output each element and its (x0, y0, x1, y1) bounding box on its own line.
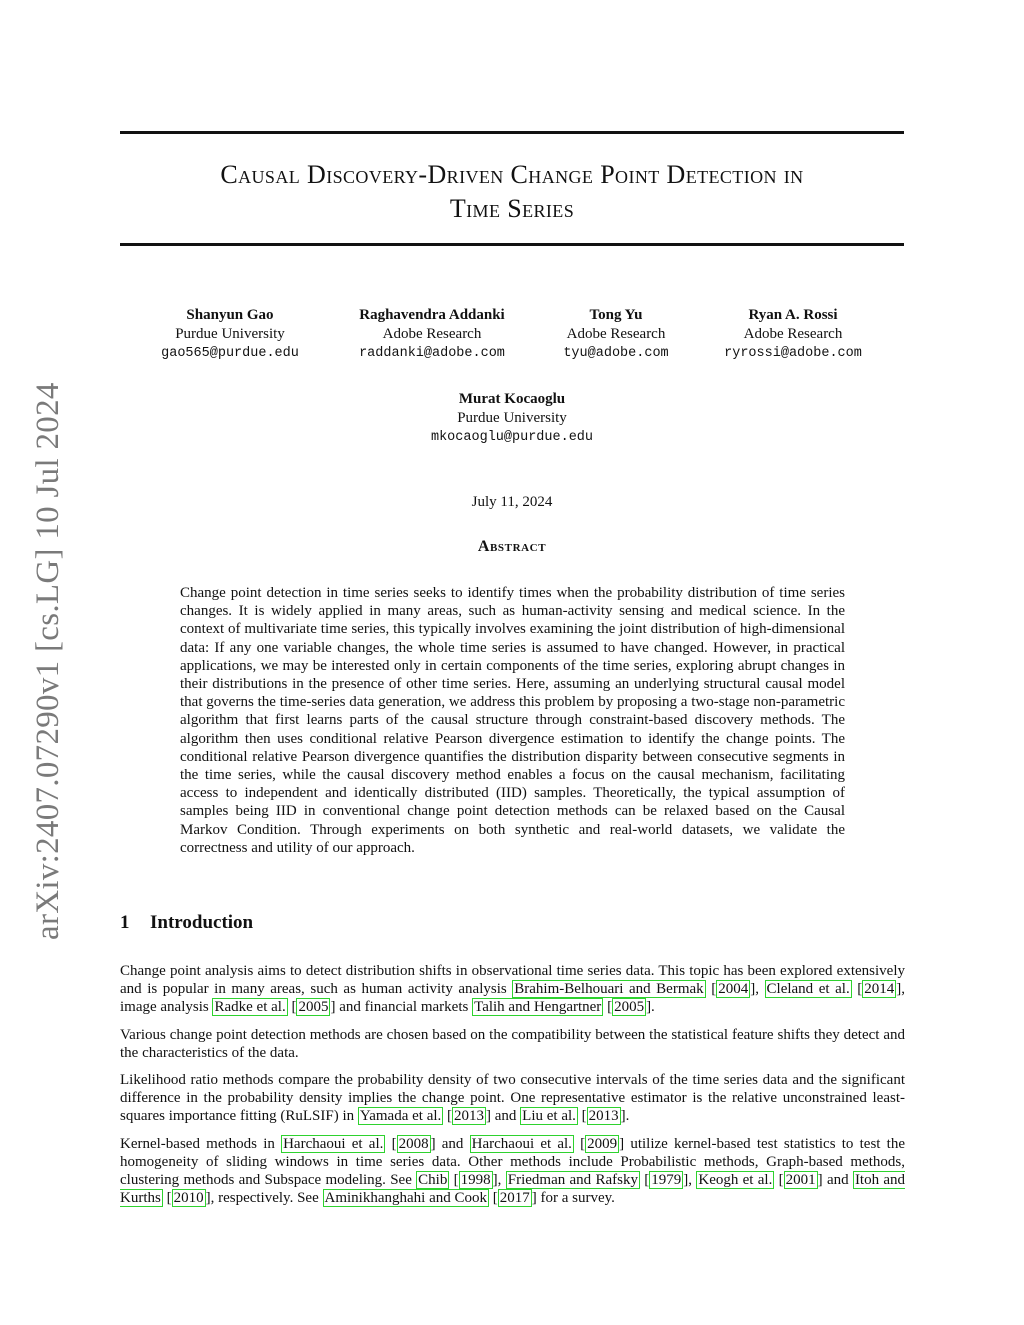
citation-link[interactable]: Cleland et al. (766, 981, 850, 998)
text-run: ] and financial markets (330, 999, 473, 1016)
author-name: Murat Kocaoglu (458, 391, 566, 407)
citation-year-link[interactable]: 1998 (460, 1172, 491, 1189)
paragraph (120, 962, 905, 1017)
author-name: Shanyun Gao (186, 307, 274, 323)
author-block (431, 390, 593, 447)
citation-year-link[interactable]: 2005 (298, 999, 329, 1016)
text-run: [ (488, 1190, 498, 1207)
text-run: ], respectively. See (205, 1190, 323, 1207)
abstract-heading: Abstract (477, 538, 547, 555)
citation-year-link[interactable]: 2008 (398, 1135, 429, 1152)
citation-year-link[interactable]: 2001 (785, 1172, 816, 1189)
citation-year-link[interactable]: 2017 (499, 1190, 530, 1207)
paper-title (120, 158, 904, 226)
publication-date: July 11, 2024 (471, 494, 553, 510)
author-email[interactable]: tyu@adobe.com (563, 346, 669, 361)
citation-link[interactable]: Radke et al. (214, 999, 286, 1016)
citation-link[interactable]: Itoh and Kurths (120, 1172, 906, 1207)
author-name: Raghavendra Addanki (359, 307, 505, 323)
author-name: Tong Yu (589, 307, 643, 323)
citation-link[interactable]: Chib (418, 1172, 448, 1189)
citation-year-link[interactable]: 2004 (718, 981, 749, 998)
text-run: ] and (430, 1135, 470, 1152)
text-run: ] and (817, 1172, 853, 1189)
citation-year-link[interactable]: 2013 (588, 1108, 619, 1125)
text-run: ]. (646, 999, 655, 1016)
section-title: Introduction (150, 912, 254, 933)
text-run: [ (287, 999, 297, 1016)
abstract-text: Change point detection in time series seeks to identify times when the probability distribution of time series changes. It is widely applied in many areas, such as human-activity sensing and medical science. In the context of multivariate time series, this typically involves examining the joint distribution of high-dimensional data: If any one variable changes, the whole time series is assumed to have changed. However, in practical applications, we may be interested only in certain components of the time series, exploring abrupt changes in their distributions in the presence of other time series. Here, assuming an underlying structural causal model that governs the time-series data generation, we address this problem by proposing a two-stage non-parametric algorithm that first learns parts of the causal structure through constraint-based discovery methods. The algorithm then uses conditional relative Pearson divergence estimation to identify the change points. The conditional relative Pearson divergence quantifies the distribution disparity between consecutive segments in the time series, while the causal discovery method enables a focus on the causal mechanism, facilitating access to independent and identically distributed (IID) samples. Theoretically, the typical assumption of samples being IID in conventional change point detection methods can be relaxed based on the Causal Markov Condition. Through experiments on both synthetic and real-world datasets, we validate the correctness and utility of our approach. (180, 585, 845, 856)
author-email[interactable]: raddanki@adobe.com (359, 346, 505, 361)
citation-link[interactable]: Liu et al. (522, 1108, 576, 1125)
citation-link[interactable]: Brahim-Belhouari and Bermak (514, 981, 704, 998)
text-run: ], (492, 1172, 506, 1189)
citation-link[interactable]: Keogh et al. (698, 1172, 773, 1189)
title-line-1: Causal Discovery-Driven Change Point Detection in (220, 160, 804, 189)
text-run: ]. (620, 1108, 630, 1125)
author-name: Ryan A. Rossi (748, 307, 838, 323)
text-run: Likelihood ratio methods compare the probability density of two consecutive intervals of the time series data and the significant difference in the probability density implies the change point. One representative estimator is the relative unconstrained least-squares importance fitting (RuLSIF) in (120, 1072, 905, 1125)
text-run: ], image analysis (120, 981, 906, 1016)
section-heading (120, 912, 253, 934)
arxiv-identifier: arXiv:2407.07290v1 [cs.LG] 10 Jul 2024 (30, 382, 66, 940)
author-block (161, 306, 299, 363)
author-affiliation: Adobe Research (382, 326, 482, 342)
citation-year-link[interactable]: 2010 (173, 1190, 204, 1207)
text-run: [ (162, 1190, 172, 1207)
text-run: [ (851, 981, 863, 998)
text-run: Various change point detection methods are chosen based on the compatibility between the statistical feature shifts they detect and the characteristics of the data. (120, 1026, 905, 1061)
title-line-2: Time Series (449, 194, 575, 223)
text-run: [ (443, 1108, 453, 1125)
text-run: ], (683, 1172, 697, 1189)
text-run: Kernel-based methods in (120, 1135, 282, 1152)
author-email[interactable]: gao565@purdue.edu (161, 346, 299, 361)
paragraph (120, 1071, 905, 1126)
citation-link[interactable]: Harchaoui et al. (283, 1135, 384, 1152)
text-run: [ (573, 1135, 586, 1152)
citation-year-link[interactable]: 1979 (651, 1172, 682, 1189)
author-affiliation: Adobe Research (743, 326, 843, 342)
citation-link[interactable]: Friedman and Rafsky (507, 1172, 638, 1189)
author-affiliation: Purdue University (175, 326, 285, 342)
citation-link[interactable]: Aminikhanghahi and Cook (324, 1190, 487, 1207)
text-run: [ (639, 1172, 650, 1189)
paragraph (120, 1135, 905, 1208)
text-run: [ (705, 981, 717, 998)
text-run: [ (774, 1172, 784, 1189)
text-run: ] for a survey. (531, 1190, 615, 1207)
author-affiliation: Purdue University (457, 410, 567, 426)
title-rule-bottom (120, 243, 904, 246)
text-run: [ (577, 1108, 587, 1125)
text-run: ], (750, 981, 765, 998)
citation-link[interactable]: Yamada et al. (359, 1108, 442, 1125)
author-block (563, 306, 668, 363)
author-email[interactable]: ryrossi@adobe.com (724, 346, 862, 361)
citation-year-link[interactable]: 2009 (587, 1135, 618, 1152)
paragraph (120, 1026, 905, 1062)
author-block (359, 306, 505, 363)
citation-year-link[interactable]: 2014 (864, 981, 895, 998)
body-text (120, 962, 905, 1216)
citation-year-link[interactable]: 2005 (614, 999, 645, 1016)
text-run: ] and (486, 1108, 521, 1125)
text-run: [ (449, 1172, 459, 1189)
citation-year-link[interactable]: 2013 (454, 1108, 485, 1125)
text-run: Change point analysis aims to detect distribution shifts in observational time series data. This topic has been explored extensively and is popular in many areas, such as human activity analysis (120, 963, 905, 998)
author-block (724, 306, 862, 363)
text-run: [ (603, 999, 613, 1016)
text-run: [ (385, 1135, 397, 1152)
text-run: ] utilize kernel-based test statistics to test the homogeneity of sliding windows in time series data. Other methods include Probabilistic methods, Graph-based methods, clustering methods and Subspace modeling. See (120, 1135, 905, 1189)
section-number: 1 (120, 912, 130, 933)
author-affiliation: Adobe Research (566, 326, 666, 342)
author-email[interactable]: mkocaoglu@purdue.edu (430, 430, 594, 445)
citation-link[interactable]: Harchaoui et al. (471, 1135, 572, 1152)
title-rule-top (120, 131, 904, 134)
citation-link[interactable]: Talih and Hengartner (474, 999, 602, 1016)
